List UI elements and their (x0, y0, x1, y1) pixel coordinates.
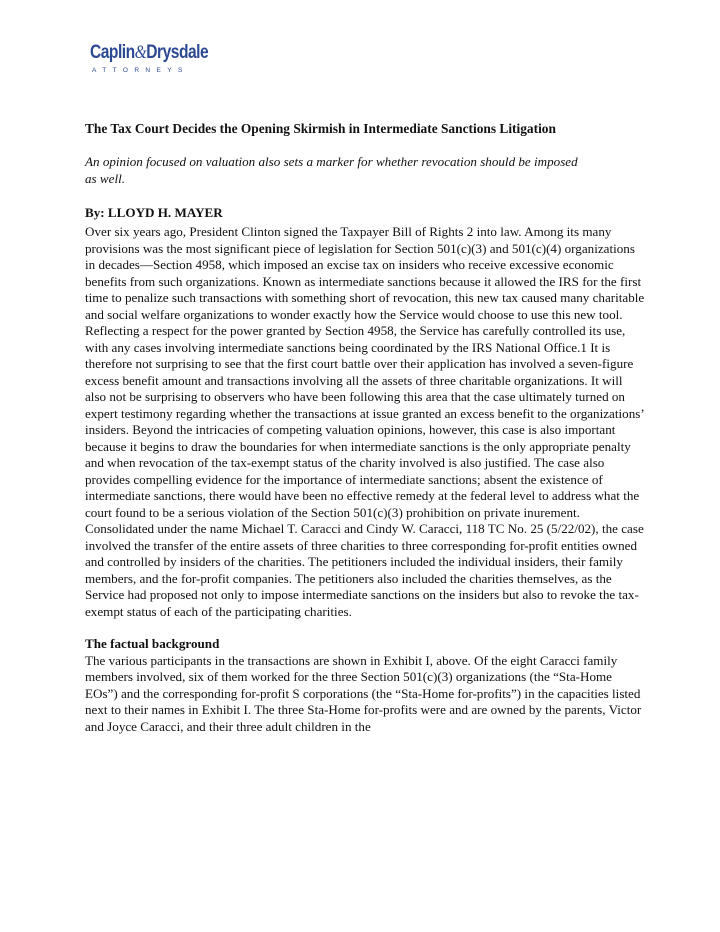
article-subtitle: An opinion focused on valuation also sets a marker for whether revocation should be imposed as well. (85, 154, 578, 186)
paragraph-factual-background: The various participants in the transactions are shown in Exhibit I, above. Of the eight Caracci family members involved, six of them worked for the three Section 501(c)(3) organizations (the “Sta-Home EOs”) and the corresponding for-profit S corporations (the “Sta-Home for-profits”) in the capacities listed next to their names in Exhibit I. The three Sta-Home for-profits were and are owned by the parents, Victor and Joyce Caracci, and their three adult children in the (85, 652, 642, 734)
logo-ampersand: & (134, 42, 147, 63)
paragraph-section-4958: Reflecting a respect for the power granted by Section 4958, the Service has carefully controlled its use, with any cases involving intermediate sanctions being coordinated by the IRS National Office.1 It is therefore not surprising to see that the first court battle over their application has involved a seven-figure excess benefit amount and transactions involving all the assets of three charitable organizations. It will also not be surprising to observers who have been following this area that the case ultimately turned on expert testimony regarding whether the transactions at issue granted an excess benefit to the organizations’ insiders. Beyond the intricacies of competing valuation opinions, however, this case is also important because it begins to draw the boundaries for when intermediate sanctions is the only appropriate penalty and when revocation of the tax-exempt status of the charity involved is also justified. The case also provides compelling evidence for the importance of intermediate sanctions; absent the existence of intermediate sanctions, there would have been no effective remedy at the federal level to address what the court found to be a serious violation of the Section 501(c)(3) prohibition on private inurement. (85, 323, 644, 520)
article-body (85, 118, 645, 735)
paragraph-caracci-case: Consolidated under the name Michael T. Caracci and Cindy W. Caracci, 118 TC No. 25 (5/22/02), the case involved the transfer of the entire assets of three charities to three corresponding for-profit entities owned and controlled by insiders of the charities. The petitioners included the individual insiders, their family members, and the for-profit companies. The petitioners also included the charities themselves, as the Service had proposed not only to impose intermediate sanctions on the insiders but also to revoke the tax-exempt status of each of the participating charities. (85, 521, 644, 619)
logo-name-right: Drysdale (146, 42, 209, 63)
article-byline: By: LLOYD H. MAYER (85, 205, 223, 220)
logo-name-left: Caplin (90, 42, 135, 63)
logo-wordmark (90, 42, 209, 64)
section-heading: The factual background (85, 636, 220, 651)
article-title: The Tax Court Decides the Opening Skirmish in Intermediate Sanctions Litigation (85, 121, 556, 136)
logo-tagline: ATTORNEYS (92, 67, 189, 74)
firm-logo (90, 42, 209, 74)
paragraph-intro: Over six years ago, President Clinton signed the Taxpayer Bill of Rights 2 into law. Among its many provisions was the most significant piece of legislation for Section 501(c)(3) and 501(c)(4) organizations in decades—Section 4958, which imposed an excise tax on insiders who receive excessive economic benefits from such organizations. Known as intermediate sanctions because it allowed the IRS for the first time to penalize such transactions with something short of revocation, this new tax caused many charitable and social welfare organizations to wonder exactly how the Service would choose to use this new tool. (85, 224, 645, 322)
